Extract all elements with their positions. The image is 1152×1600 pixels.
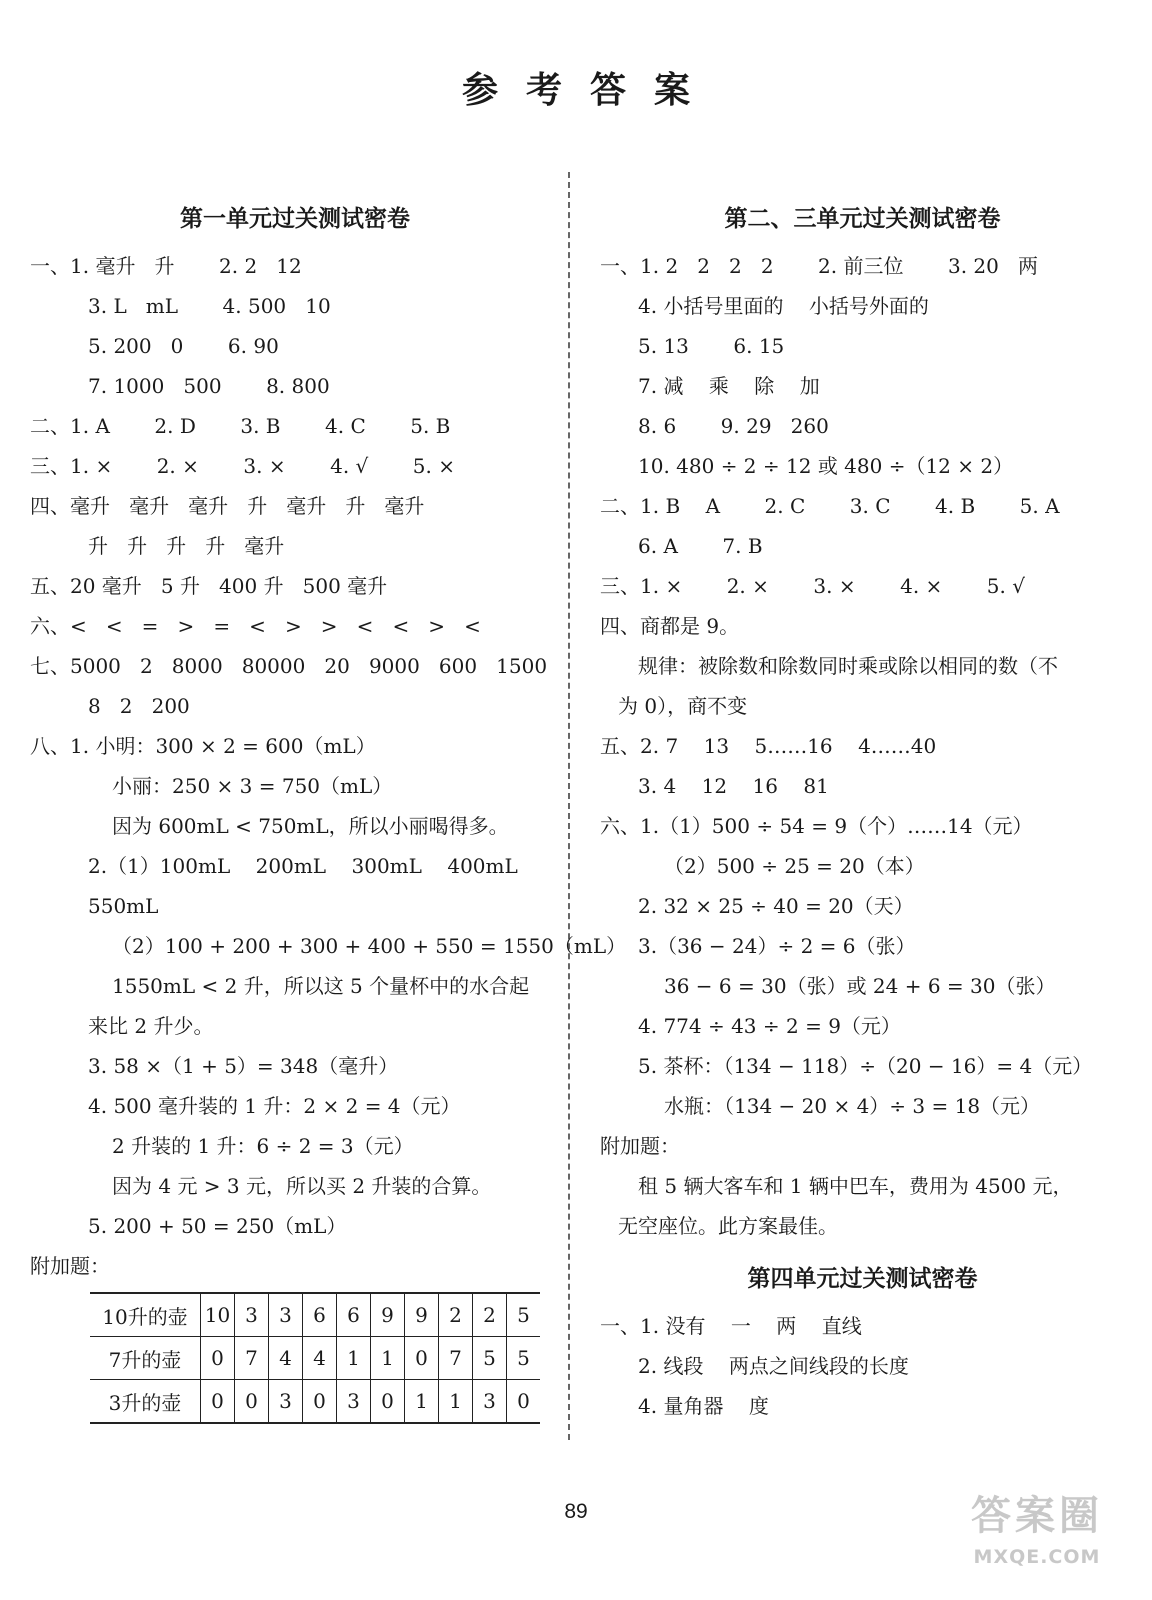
table-cell: 2 xyxy=(473,1293,507,1337)
table-cell: 5 xyxy=(507,1293,541,1337)
table-cell: 3 xyxy=(269,1293,303,1337)
table-cell: 2 xyxy=(439,1293,473,1337)
table-cell: 3 xyxy=(473,1380,507,1424)
answer-line: 10. 480 ÷ 2 ÷ 12 或 480 ÷（12 × 2） xyxy=(638,454,1014,478)
answer-line: 4. 小括号里面的 小括号外面的 xyxy=(638,294,929,318)
table-cell: 0 xyxy=(371,1380,405,1424)
table-cell: 6 xyxy=(337,1293,371,1337)
table-cell: 1 xyxy=(405,1380,439,1424)
answer-line: 2 升装的 1 升：6 ÷ 2 = 3（元） xyxy=(112,1134,414,1158)
table-cell: 0 xyxy=(507,1380,541,1424)
answer-line: 附加题： xyxy=(30,1254,110,1278)
table-cell: 5 xyxy=(507,1337,541,1380)
answer-line: 六、1.（1）500 ÷ 54 = 9（个）……14（元） xyxy=(600,814,1033,838)
section-title-unit1: 第一单元过关测试密卷 xyxy=(180,206,410,232)
table-cell: 9 xyxy=(371,1293,405,1337)
answer-line: 规律：被除数和除数同时乘或除以相同的数（不 xyxy=(638,654,1058,678)
table-row xyxy=(90,1293,540,1337)
answer-line: 3. 4 12 16 81 xyxy=(638,774,829,798)
answer-line: 因为 4 元 > 3 元，所以买 2 升装的合算。 xyxy=(112,1174,492,1198)
answer-line: 5. 200 + 50 = 250（mL） xyxy=(88,1214,347,1238)
table-cell: 1 xyxy=(337,1337,371,1380)
answer-line: 八、1. 小明：300 × 2 = 600（mL） xyxy=(30,734,376,758)
answer-line: 4. 774 ÷ 43 ÷ 2 = 9（元） xyxy=(638,1014,901,1038)
answer-line: 5. 200 0 6. 90 xyxy=(88,334,279,358)
jug-table xyxy=(90,1292,540,1424)
table-row xyxy=(90,1337,540,1380)
answer-line: 一、1. 2 2 2 2 2. 前三位 3. 20 两 xyxy=(600,254,1038,278)
answer-line: （2）500 ÷ 25 = 20（本） xyxy=(664,854,925,878)
section-title-unit4: 第四单元过关测试密卷 xyxy=(747,1266,978,1292)
answer-line: 2. 线段 两点之间线段的长度 xyxy=(638,1354,909,1378)
watermark-top: 答案圈 xyxy=(971,1493,1103,1539)
answer-line: 2. 32 × 25 ÷ 40 = 20（天） xyxy=(638,894,914,918)
table-cell: 10 xyxy=(201,1293,235,1337)
answer-line: 3. L mL 4. 500 10 xyxy=(88,294,331,318)
answer-line: 因为 600mL < 750mL，所以小丽喝得多。 xyxy=(112,814,509,838)
table-cell: 0 xyxy=(201,1380,235,1424)
table-cell: 4 xyxy=(269,1337,303,1380)
answer-line: 五、2. 7 13 5……16 4……40 xyxy=(600,734,937,758)
table-cell: 0 xyxy=(303,1380,337,1424)
table-cell: 6 xyxy=(303,1293,337,1337)
answer-line: 3. 58 ×（1 + 5）= 348（毫升） xyxy=(88,1054,399,1078)
table-cell: 3 xyxy=(235,1293,269,1337)
page-title: 参考答案 xyxy=(461,70,718,111)
answer-line: 四、毫升 毫升 毫升 升 毫升 升 毫升 xyxy=(30,494,425,518)
answer-line: 升 升 升 升 毫升 xyxy=(88,534,285,558)
answer-line: 8. 6 9. 29 260 xyxy=(638,414,829,438)
table-cell: 5 xyxy=(473,1337,507,1380)
table-cell: 7 xyxy=(235,1337,269,1380)
table-cell: 7 xyxy=(439,1337,473,1380)
answer-line: 7. 减 乘 除 加 xyxy=(638,374,820,398)
answer-line: 三、1. × 2. × 3. × 4. √ 5. × xyxy=(30,454,455,478)
page-number: 89 xyxy=(564,1500,588,1523)
table-cell: 3 xyxy=(337,1380,371,1424)
table-cell: 9 xyxy=(405,1293,439,1337)
table-cell: 1 xyxy=(371,1337,405,1380)
section-title-unit2-3: 第二、三单元过关测试密卷 xyxy=(724,206,1001,232)
table-cell: 0 xyxy=(201,1337,235,1380)
answer-line: 二、1. A 2. D 3. B 4. C 5. B xyxy=(30,414,451,438)
table-cell: 0 xyxy=(235,1380,269,1424)
answer-line: （2）100 + 200 + 300 + 400 + 550 = 1550（mL） xyxy=(112,934,627,958)
answer-line: 为 0），商不变 xyxy=(618,694,748,718)
answer-line: 4. 量角器 度 xyxy=(638,1394,769,1418)
unit4-answers xyxy=(600,1306,1125,1426)
table-cell: 4 xyxy=(303,1337,337,1380)
table-cell: 0 xyxy=(405,1337,439,1380)
answer-line: 来比 2 升少。 xyxy=(88,1014,214,1038)
column-divider xyxy=(568,172,570,1440)
answer-line: 无空座位。此方案最佳。 xyxy=(618,1214,838,1238)
answer-line: 二、1. B A 2. C 3. C 4. B 5. A xyxy=(600,494,1060,518)
answer-line: 三、1. × 2. × 3. × 4. × 5. √ xyxy=(600,574,1025,598)
answer-line: 1550mL < 2 升，所以这 5 个量杯中的水合起 xyxy=(112,974,530,998)
answer-line: 一、1. 没有 一 两 直线 xyxy=(600,1314,862,1338)
answer-line: 4. 500 毫升装的 1 升：2 × 2 = 4（元） xyxy=(88,1094,461,1118)
right-column xyxy=(600,192,1125,1426)
answer-line: 六、< < = > = < > > < < > < xyxy=(30,614,481,638)
left-column xyxy=(30,192,627,1424)
answer-line: 水瓶：（134 − 20 × 4）÷ 3 = 18（元） xyxy=(664,1094,1041,1118)
answer-line: 550mL xyxy=(88,894,159,918)
answer-line: 2.（1）100mL 200mL 300mL 400mL xyxy=(88,854,518,878)
answer-line: 3.（36 − 24）÷ 2 = 6（张） xyxy=(638,934,916,958)
table-cell: 3 xyxy=(269,1380,303,1424)
answer-line: 五、20 毫升 5 升 400 升 500 毫升 xyxy=(30,574,388,598)
watermark-logo xyxy=(942,1490,1132,1582)
table-row xyxy=(90,1380,540,1424)
table-cell: 1 xyxy=(439,1380,473,1424)
unit2-3-answers xyxy=(600,246,1125,1246)
answer-line: 租 5 辆大客车和 1 辆中巴车，费用为 4500 元， xyxy=(638,1174,1073,1198)
answer-line: 8 2 200 xyxy=(88,694,190,718)
answer-line: 四、商都是 9。 xyxy=(600,614,740,638)
answer-line: 小丽：250 × 3 = 750（mL） xyxy=(112,774,393,798)
jug-label: 10升的壶 xyxy=(102,1304,188,1329)
jug-label: 3升的壶 xyxy=(90,1380,201,1424)
watermark-bottom: MXQE.COM xyxy=(973,1546,1101,1568)
answer-line: 5. 茶杯：（134 − 118）÷（20 − 16）= 4（元） xyxy=(638,1054,1093,1078)
answer-line: 5. 13 6. 15 xyxy=(638,334,785,358)
answer-line: 7. 1000 500 8. 800 xyxy=(88,374,330,398)
jug-label: 7升的壶 xyxy=(90,1337,201,1380)
answer-line: 6. A 7. B xyxy=(638,534,763,558)
answer-line: 附加题： xyxy=(600,1134,680,1158)
answer-line: 36 − 6 = 30（张）或 24 + 6 = 30（张） xyxy=(664,974,1056,998)
answer-line: 七、5000 2 8000 80000 20 9000 600 1500 xyxy=(30,654,548,678)
answer-line: 一、1. 毫升 升 2. 2 12 xyxy=(30,254,302,278)
unit1-answers xyxy=(30,246,627,1286)
